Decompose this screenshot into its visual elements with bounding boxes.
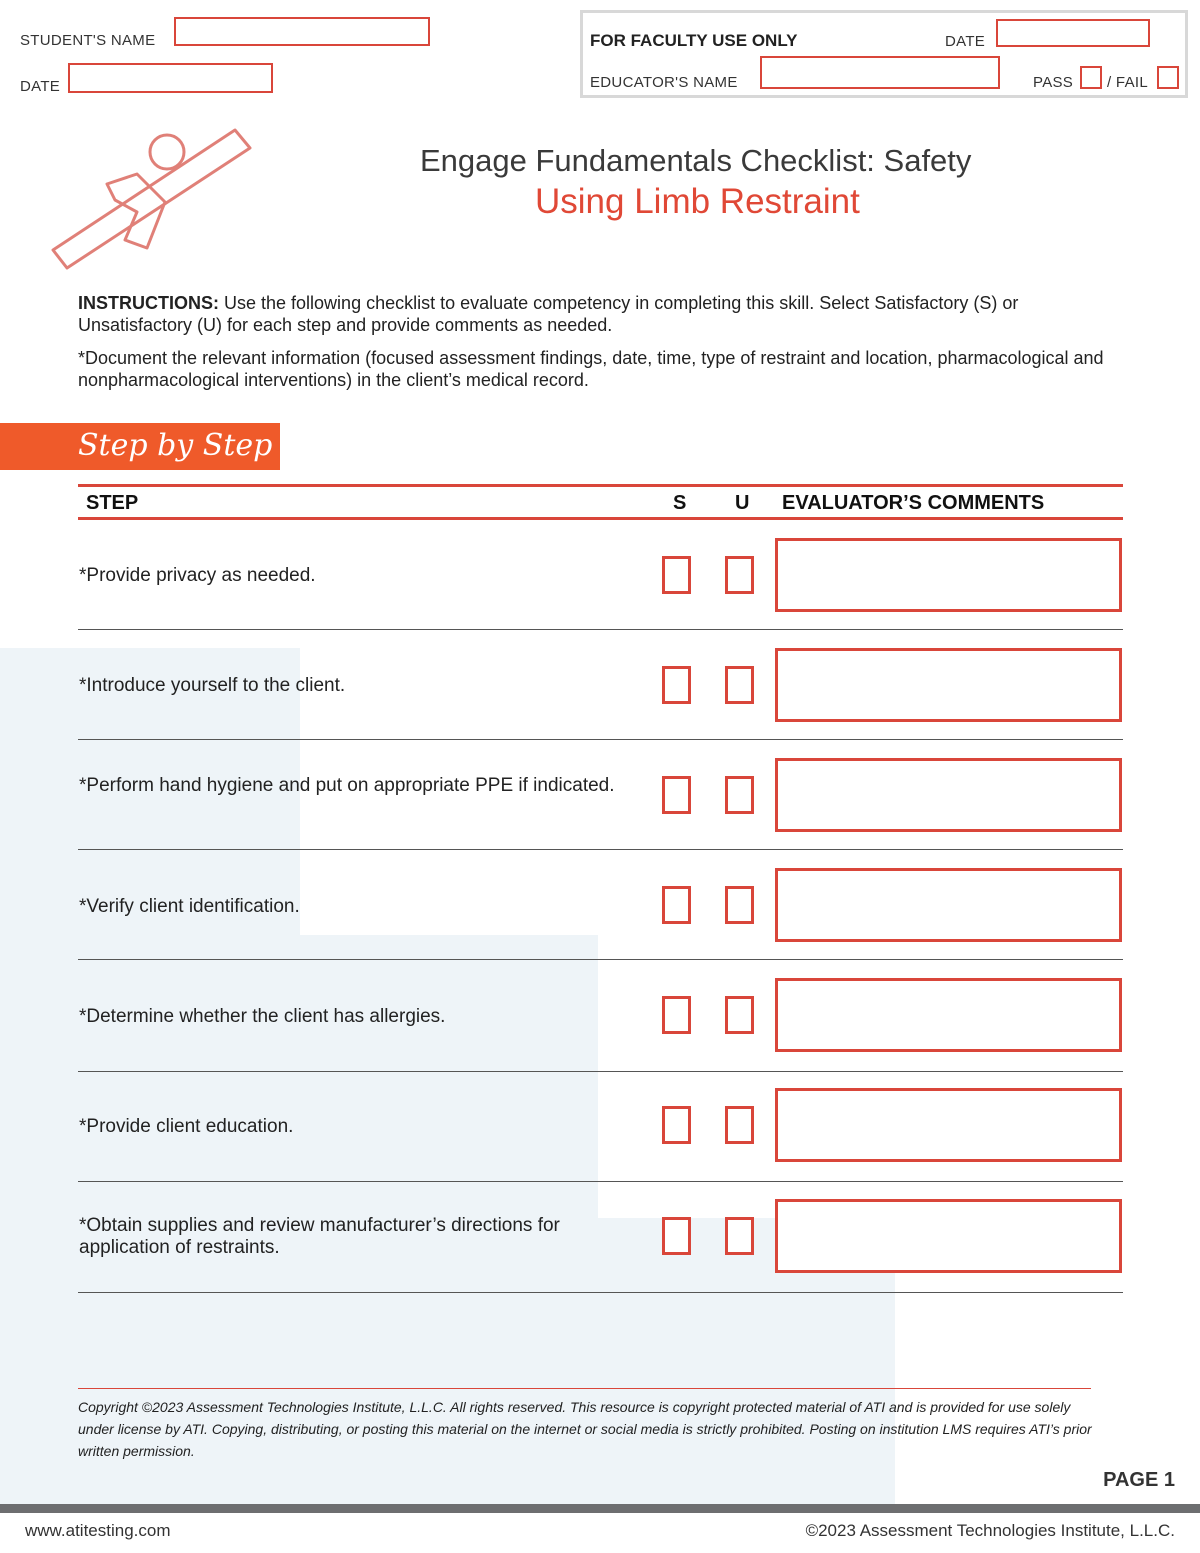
satisfactory-checkbox[interactable] [662,556,691,594]
unsatisfactory-checkbox[interactable] [725,556,754,594]
unsatisfactory-checkbox[interactable] [725,996,754,1034]
student-name-label: STUDENT'S NAME [20,32,156,49]
row-divider [78,1071,1123,1072]
ati-figure-logo-icon [45,122,260,272]
page-subtitle: Using Limb Restraint [535,182,860,221]
footer-website-link[interactable]: www.atitesting.com [25,1521,171,1540]
satisfactory-checkbox[interactable] [662,996,691,1034]
pass-label: PASS [1033,74,1074,91]
evaluator-comment-field[interactable] [775,538,1122,612]
column-header-step: STEP [86,492,139,514]
instructions-label: INSTRUCTIONS: [78,293,219,313]
unsatisfactory-checkbox[interactable] [725,1217,754,1255]
row-divider [78,1292,1123,1293]
evaluator-comment-field[interactable] [775,868,1122,942]
evaluator-comment-field[interactable] [775,978,1122,1052]
instructions [78,292,1128,336]
fail-checkbox[interactable] [1157,66,1179,89]
table-top-rule [78,484,1123,487]
row-divider [78,849,1123,850]
satisfactory-checkbox[interactable] [662,666,691,704]
fail-label: / FAIL [1107,74,1148,91]
page-number: PAGE 1 [1103,1469,1175,1491]
row-divider [78,1181,1123,1182]
unsatisfactory-checkbox[interactable] [725,776,754,814]
row-divider [78,739,1123,740]
column-header-u: U [735,492,750,514]
row-divider [78,959,1123,960]
satisfactory-checkbox[interactable] [662,886,691,924]
table-row-step: *Provide client education. [79,1116,294,1137]
date-field[interactable] [68,63,273,93]
background-panel-right [0,1218,895,1508]
faculty-date-field[interactable] [996,19,1150,47]
footer-bar [0,1504,1200,1513]
table-row-step: *Perform hand hygiene and put on appropriate PPE if indicated. [79,775,615,796]
section-banner [0,423,280,470]
table-row-step: *Introduce yourself to the client. [79,675,346,696]
footer-company: ©2023 Assessment Technologies Institute, L.L.C. [805,1521,1175,1540]
faculty-date-label: DATE [945,33,986,50]
copyright-notice: Copyright ©2023 Assessment Technologies Institute, L.L.C. All rights reserved. This resource is copyright protected material of ATI and is provided for use solely under license by ATI. Copying, distributing, or posting this material on the internet or social media is strictly prohibited. Posting on institution LMS requires ATI’s prior written permission. [78,1399,1092,1459]
satisfactory-checkbox[interactable] [662,776,691,814]
page-title: Engage Fundamentals Checklist: Safety [420,143,972,178]
evaluator-comment-field[interactable] [775,1088,1122,1162]
educator-name-field[interactable] [760,56,1000,89]
pass-checkbox[interactable] [1080,66,1102,89]
column-header-s: S [673,492,687,514]
satisfactory-checkbox[interactable] [662,1217,691,1255]
date-label: DATE [20,78,61,95]
evaluator-comment-field[interactable] [775,758,1122,832]
evaluator-comment-field[interactable] [775,648,1122,722]
row-divider [78,629,1123,630]
instructions-text: Use the following checklist to evaluate competency in completing this skill. Select Satisfactory (S) or Unsatisfactory (U) for each step and provide comments as needed. [78,293,1019,335]
copyright-rule [78,1388,1091,1389]
satisfactory-checkbox[interactable] [662,1106,691,1144]
column-header-comments: EVALUATOR’S COMMENTS [782,492,1045,514]
faculty-title: FOR FACULTY USE ONLY [590,31,798,50]
table-row-step: *Obtain supplies and review manufacturer’s directions for application of restraints. [79,1215,560,1258]
table-row-step: *Verify client identification. [79,896,300,917]
educator-name-label: EDUCATOR'S NAME [590,74,738,91]
student-name-field[interactable] [174,17,430,46]
unsatisfactory-checkbox[interactable] [725,886,754,924]
unsatisfactory-checkbox[interactable] [725,1106,754,1144]
table-header-rule [78,517,1123,520]
evaluator-comment-field[interactable] [775,1199,1122,1273]
documentation-note: *Document the relevant information (focused assessment findings, date, time, type of restraint and location, pharmacological and nonpharmacological interventions) in the client’s medical record. [78,348,1104,390]
section-banner-text: Step by Step [78,428,273,463]
table-row-step: *Determine whether the client has allergies. [79,1006,446,1027]
table-row-step: *Provide privacy as needed. [79,565,316,586]
unsatisfactory-checkbox[interactable] [725,666,754,704]
